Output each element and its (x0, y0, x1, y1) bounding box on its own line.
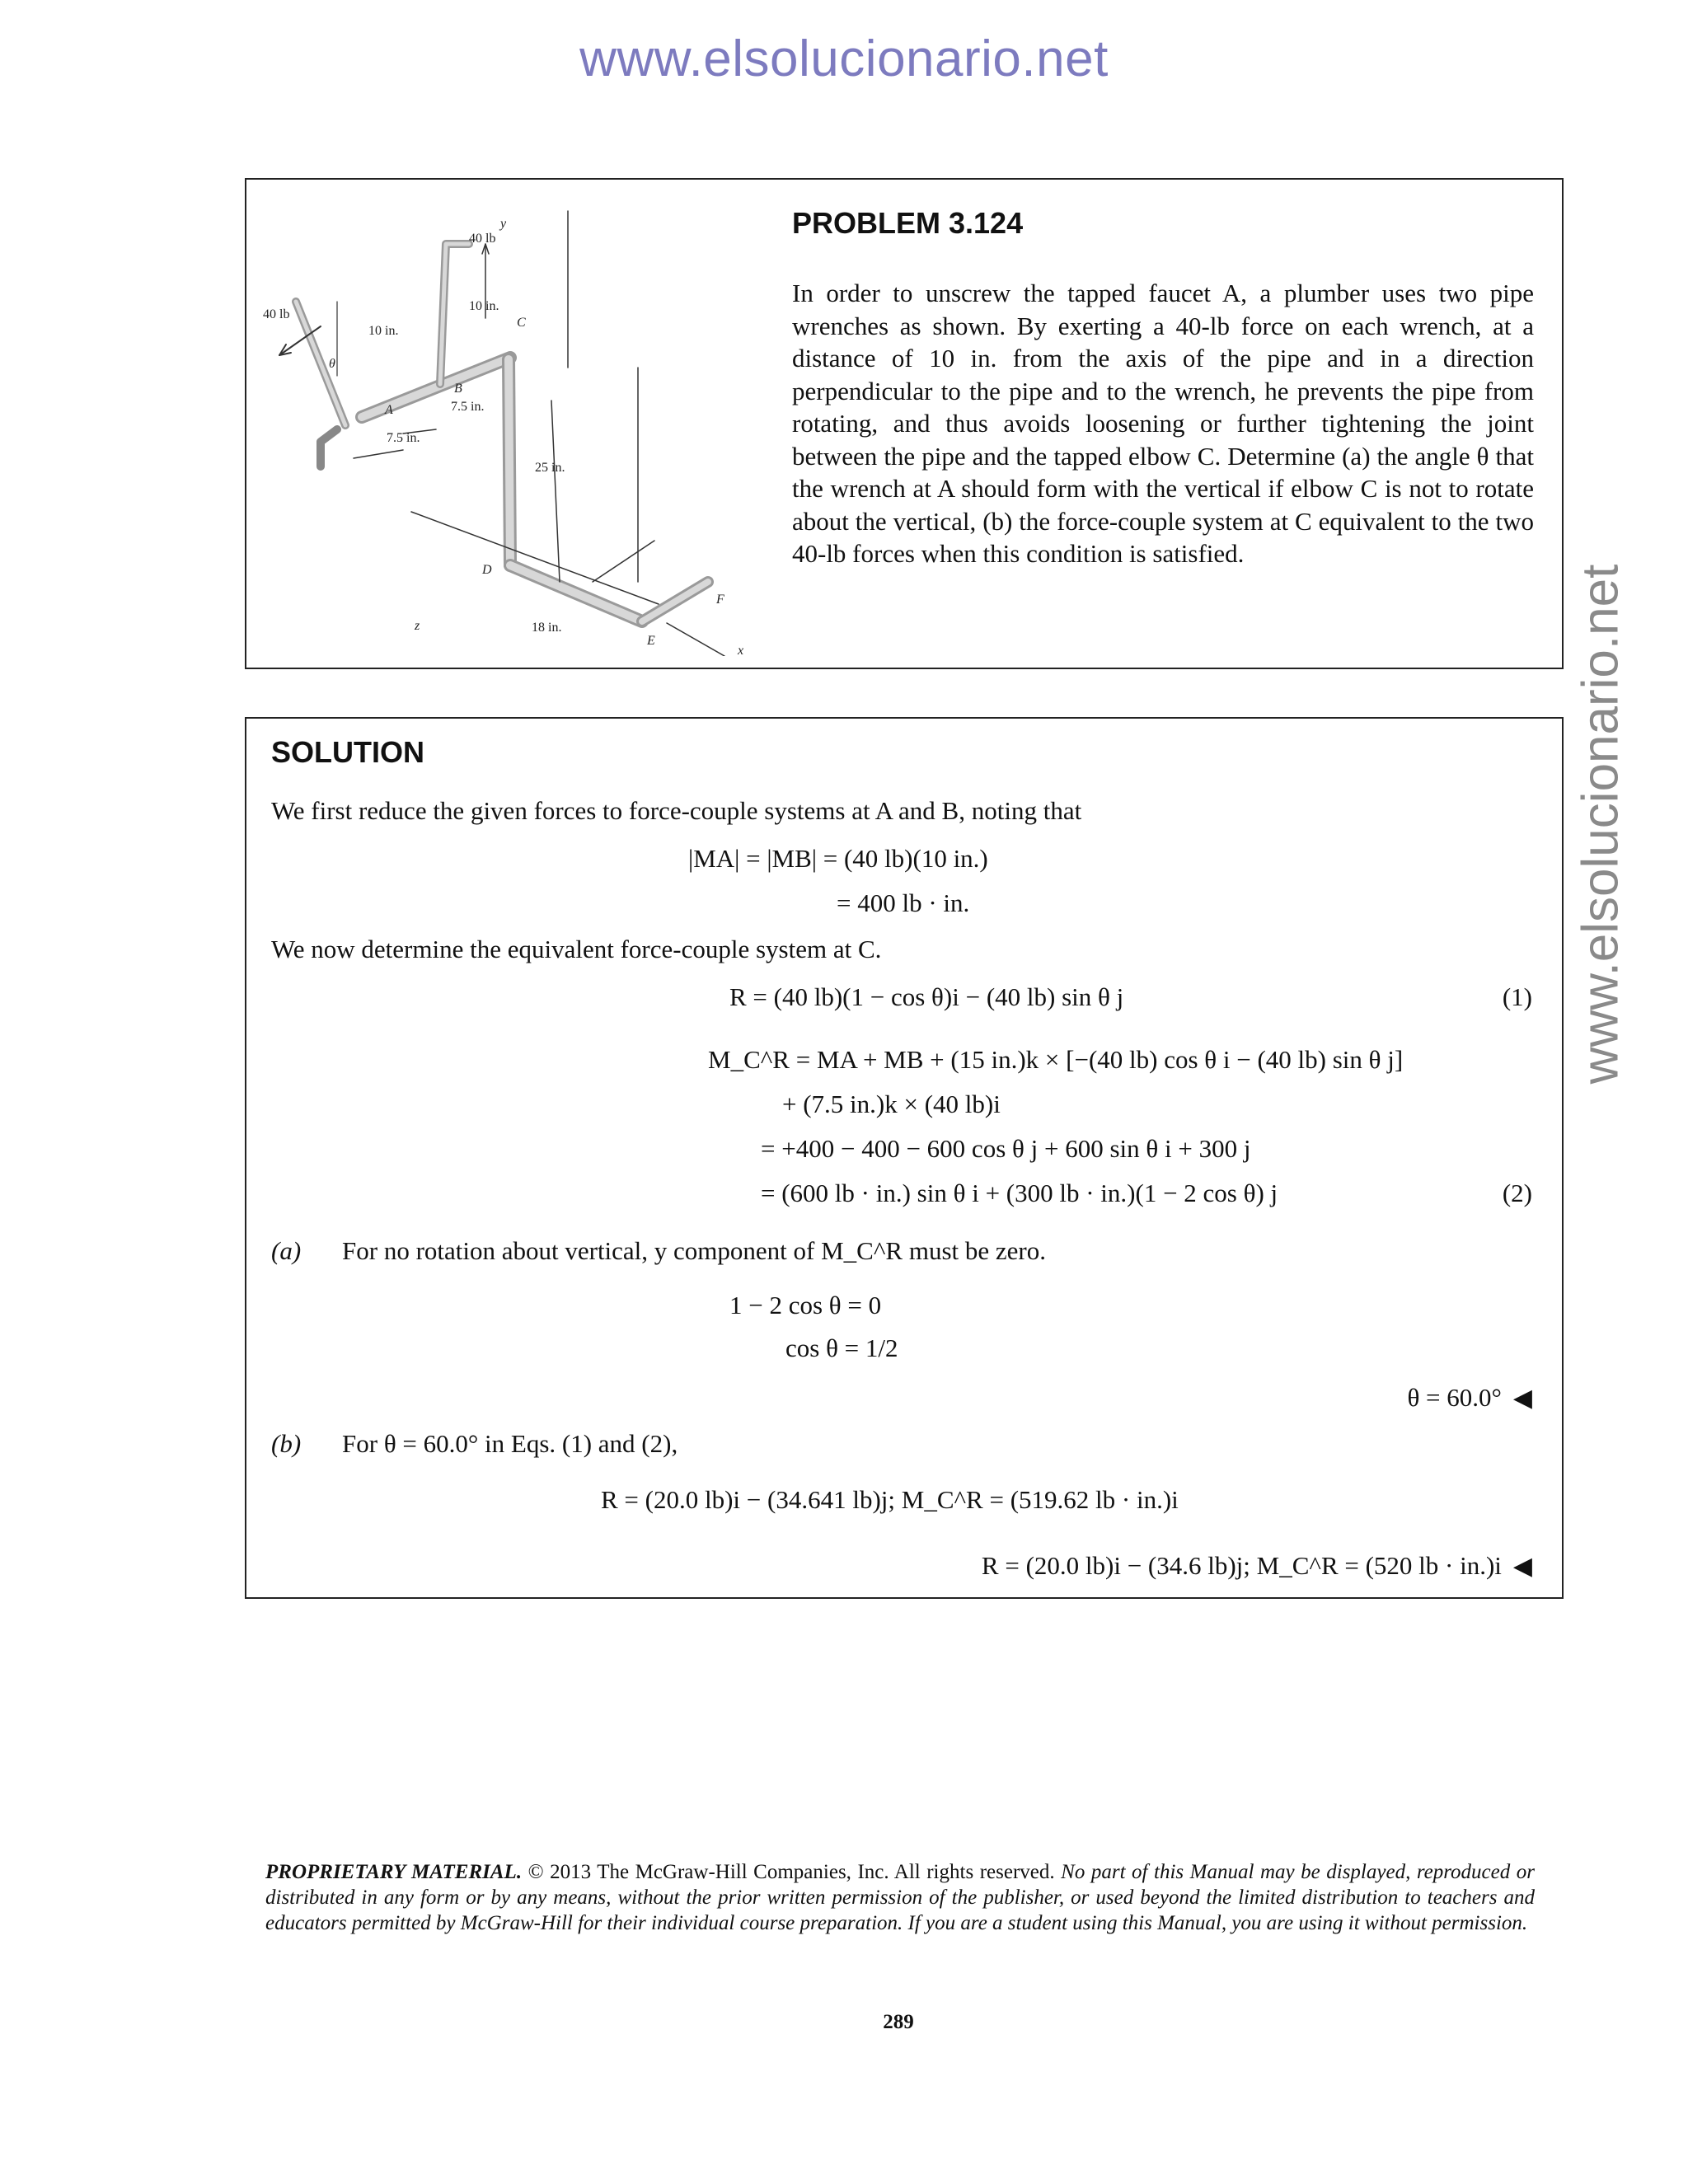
label-x-axis: x (738, 644, 744, 656)
footer-bold: PROPRIETARY MATERIAL. (265, 1861, 523, 1883)
part-b-label: (b) (271, 1429, 302, 1458)
moment-c-eq-4: = (600 lb · in.) sin θ i + (300 lb · in.)(1 − 2 cos θ) j (761, 1179, 1278, 1207)
moment-eq-2: = 400 lb · in. (837, 888, 970, 917)
label-theta: θ (329, 357, 335, 371)
resultant-eq: R = (40 lb)(1 − cos θ)i − (40 lb) sin θ j (729, 982, 1124, 1011)
moment-c-eq-1: M_C^R = MA + MB + (15 in.)k × [−(40 lb) cos θ i − (40 lb) sin θ j] (708, 1045, 1404, 1074)
eq-number-2: (2) (1502, 1179, 1532, 1207)
part-a-eq-1: 1 − 2 cos θ = 0 (729, 1291, 882, 1319)
part-b-answer-text: R = (20.0 lb)i − (34.6 lb)j; M_C^R = (520 lb · in.)i (981, 1551, 1502, 1580)
label-force-top: 40 lb (469, 232, 496, 246)
watermark-top: www.elsolucionario.net (579, 30, 1109, 87)
part-b-text: For θ = 60.0° in Eqs. (1) and (2), (342, 1429, 678, 1458)
page-number: 289 (883, 2011, 914, 2033)
label-dim-10-top: 10 in. (469, 299, 499, 313)
part-a-answer-text: θ = 60.0° (1407, 1383, 1502, 1412)
footer-italic: No part of this Manual may be displayed, reproduced or distributed in any form or by any means, without the prior written permission of the publisher, or used beyond the limited distribution to teachers and educators permitted by McGraw-Hill for their individual course preparation. If you are a student using this Manual, you are using it without permission. (265, 1861, 1535, 1934)
solution-title: SOLUTION (271, 735, 424, 769)
label-y-axis: y (500, 217, 507, 231)
moment-eq-1: |MA| = |MB| = (40 lb)(10 in.) (688, 844, 988, 873)
part-a-answer (1407, 1383, 1532, 1413)
part-a-text: For no rotation about vertical, y component of M_C^R must be zero. (342, 1236, 1046, 1265)
label-dim-75-left: 7.5 in. (387, 431, 420, 445)
solution-box (245, 717, 1564, 1599)
part-a-eq-2: cos θ = 1/2 (785, 1333, 898, 1362)
label-force-left: 40 lb (263, 307, 290, 321)
label-dim-25: 25 in. (535, 461, 565, 475)
moment-c-eq-2: + (7.5 in.)k × (40 lb)i (782, 1090, 1001, 1118)
label-A: A (385, 403, 393, 417)
footer-notice (265, 1859, 1535, 1936)
label-C: C (517, 316, 526, 330)
solution-intro: We first reduce the given forces to force-couple systems at A and B, noting that (271, 796, 1082, 825)
label-E: E (647, 634, 655, 648)
label-dim-10-left: 10 in. (368, 324, 399, 338)
label-B: B (454, 382, 462, 396)
answer-marker-icon: ◀ (1512, 1385, 1532, 1412)
label-dim-75-right: 7.5 in. (451, 400, 485, 414)
problem-box (245, 178, 1564, 669)
part-b-answer (982, 1551, 1532, 1581)
footer-copyright: © 2013 The McGraw-Hill Companies, Inc. All rights reserved. (522, 1861, 1062, 1883)
equiv-text: We now determine the equivalent force-couple system at C. (271, 935, 882, 963)
label-D: D (482, 563, 492, 577)
problem-title: PROBLEM 3.124 (792, 206, 1024, 240)
label-z: z (415, 619, 420, 633)
pipe-diagram (263, 194, 790, 656)
problem-text: In order to unscrew the tapped faucet A, a plumber uses two pipe wrenches as shown. By exerting a 40-lb force on each wrench, at a distance of 10 in. from the axis of the pipe and in a direction perpendicular to the pipe and to the wrench, he prevents the pipe from rotating, and thus avoids loosening or further tightening the joint between the pipe and the tapped elbow C. Determine (a) the angle θ that the wrench at A should form with the vertical if elbow C is not to rotate about the vertical, (b) the force-couple system at C equivalent to the two 40-lb forces when this condition is satisfied. (792, 279, 1534, 568)
part-b-eq: R = (20.0 lb)i − (34.641 lb)j; M_C^R = (519.62 lb · in.)i (601, 1485, 1179, 1514)
label-F: F (716, 593, 724, 607)
part-a-label: (a) (271, 1236, 302, 1265)
label-dim-18: 18 in. (532, 621, 562, 635)
eq-number-1: (1) (1502, 982, 1532, 1011)
watermark-side-text: www.elsolucionario.net (1572, 564, 1629, 1085)
answer-marker-icon: ◀ (1512, 1553, 1532, 1580)
moment-c-eq-3: = +400 − 400 − 600 cos θ j + 600 sin θ i + 300 j (761, 1134, 1251, 1163)
